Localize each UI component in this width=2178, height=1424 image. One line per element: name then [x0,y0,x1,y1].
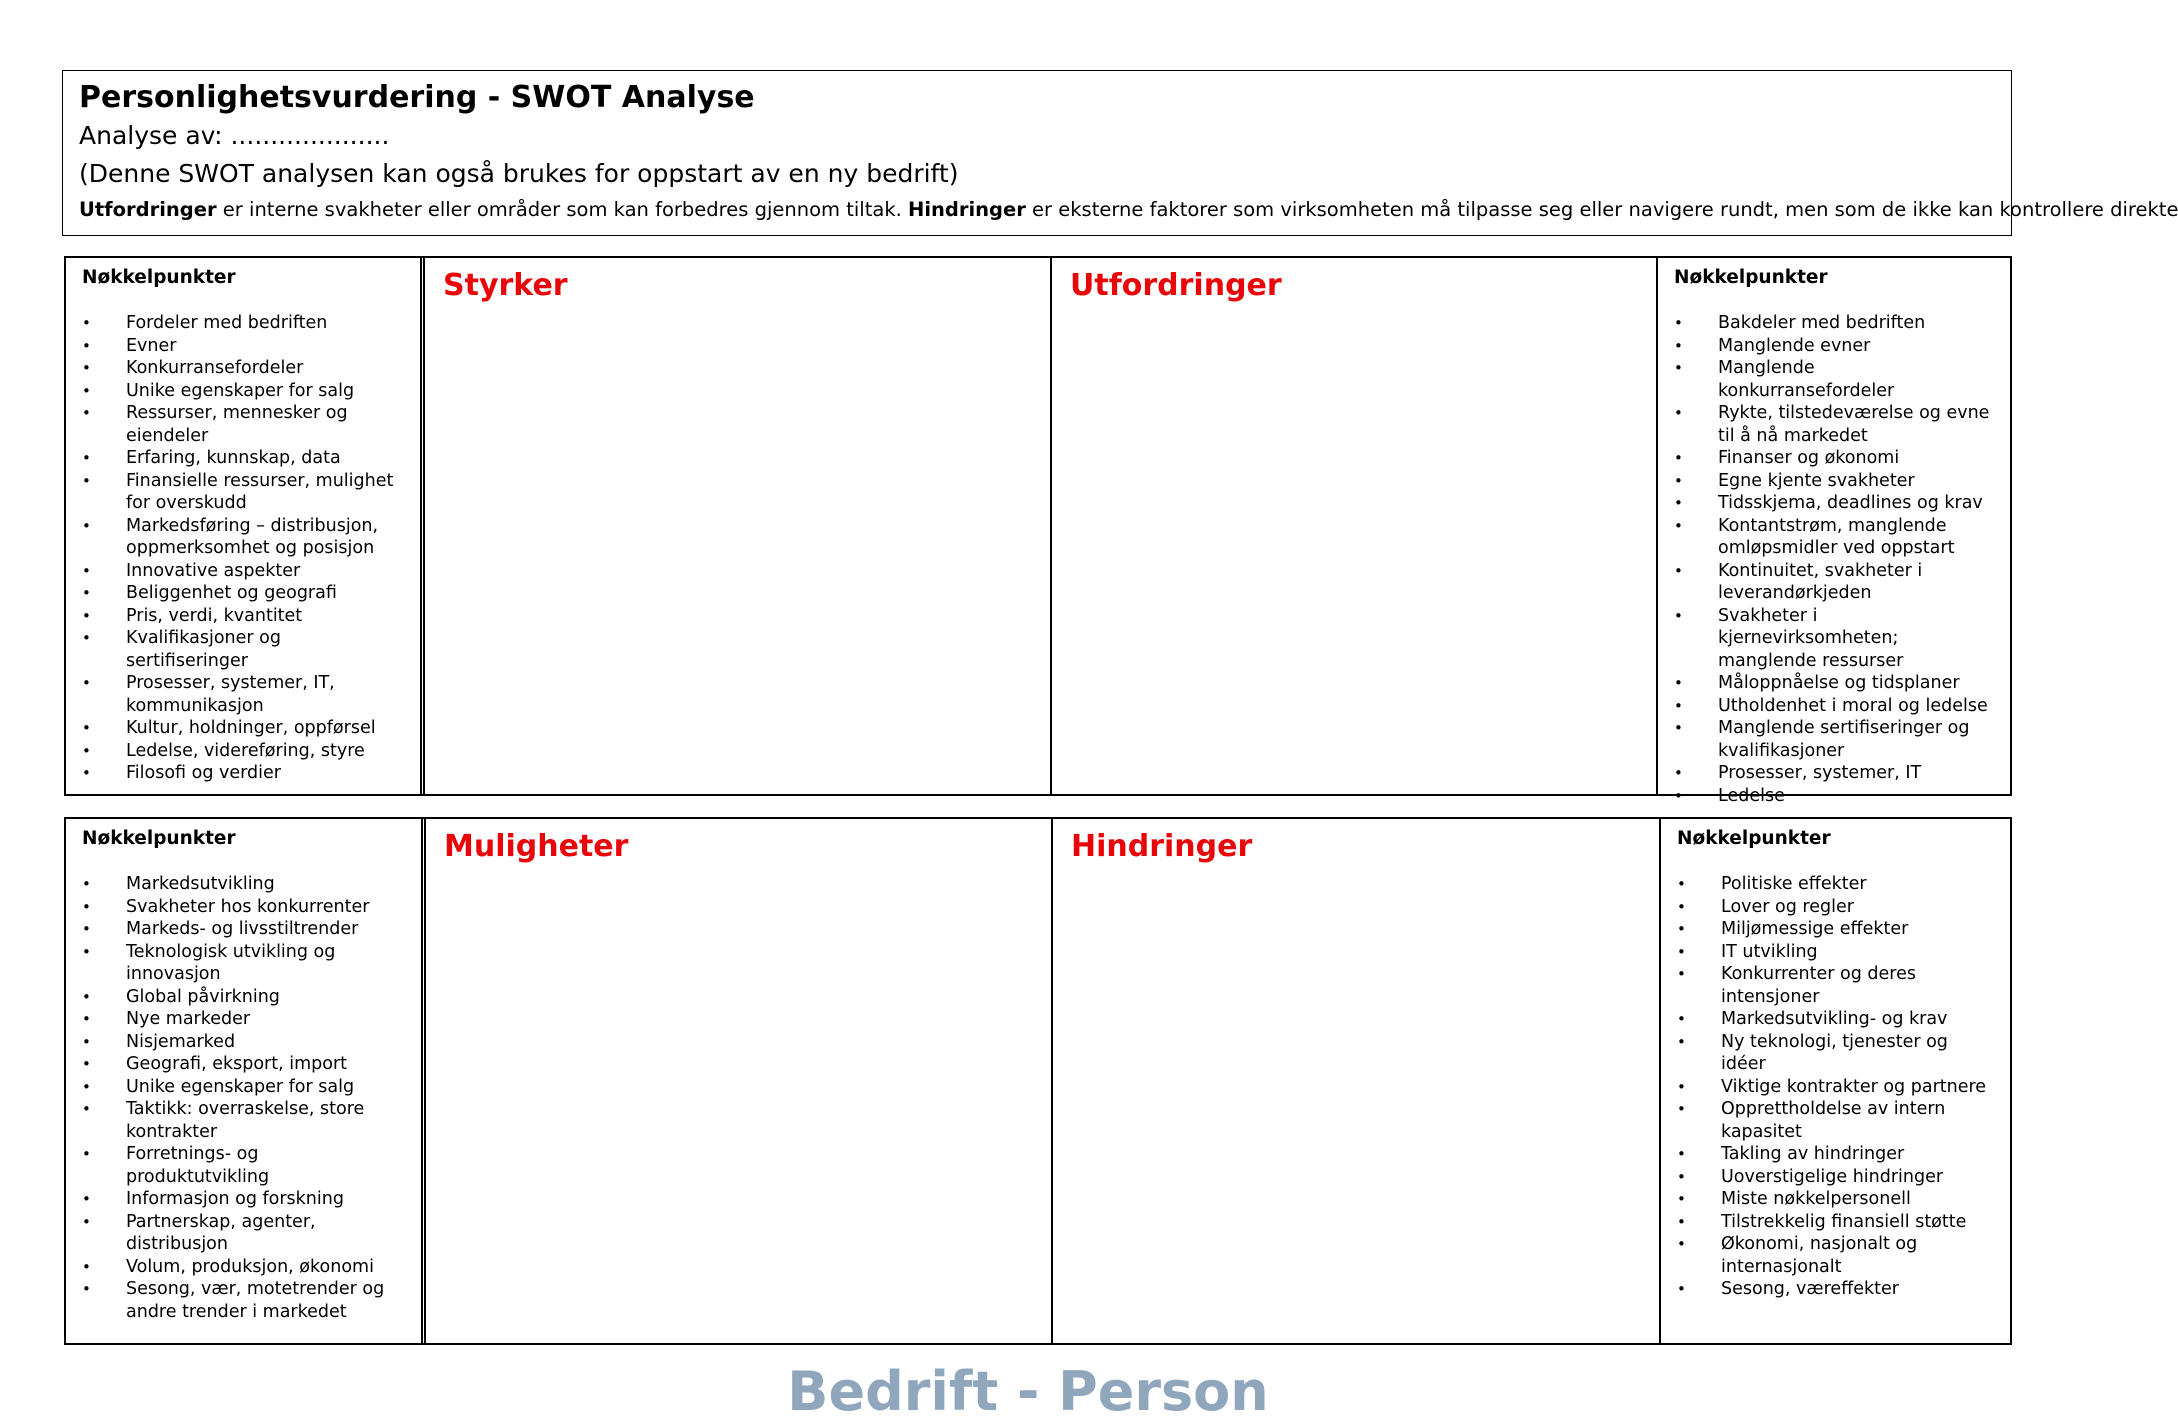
quadrant-utfordringer[interactable] [1052,258,1658,794]
quadrant-styrker[interactable] [425,258,1052,794]
quadrant-title-styrker: Styrker [443,268,568,303]
list-item: • Beliggenhet og geografi [82,582,406,605]
list-item: • Partnerskap, agenter, distribusjon [82,1211,407,1256]
list-item: • Geografi, eksport, import [82,1053,407,1076]
definition-note [79,195,2178,225]
list-item: • Ledelse, videreføring, styre [82,740,406,763]
subtitle: (Denne SWOT analysen kan også brukes for oppstart av en ny bedrift) [79,159,959,188]
list-item: • Lover og regler [1677,896,1996,919]
quadrant-muligheter[interactable] [426,819,1053,1343]
keypoints-list [1674,312,1996,807]
keypoints-heading: Nøkkelpunkter [82,828,236,849]
list-item: • Rykte, tilstedeværelse og evne til å nå markedet [1674,402,1996,447]
list-item: • Manglende konkurransefordeler [1674,357,1996,402]
list-item: • Konkurrenter og deres intensjoner [1677,963,1996,1008]
list-item: • Markedsføring – distribusjon, oppmerksomhet og posisjon [82,515,406,560]
list-item: • Egne kjente svakheter [1674,470,1996,493]
list-item: • IT utvikling [1677,941,1996,964]
list-item: • Markedsutvikling- og krav [1677,1008,1996,1031]
list-item: • Manglende evner [1674,335,1996,358]
list-item: • Kvalifikasjoner og sertifiseringer [82,627,406,672]
list-item: • Opprettholdelse av intern kapasitet [1677,1098,1996,1143]
keypoints-strengths [66,258,425,794]
list-item: • Volum, produksjon, økonomi [82,1256,407,1279]
list-item: • Unike egenskaper for salg [82,380,406,403]
list-item: • Finansielle ressurser, mulighet for overskudd [82,470,406,515]
list-item: • Evner [82,335,406,358]
list-item: • Kontinuitet, svakheter i leverandørkjeden [1674,560,1996,605]
page-title: Personlighetsvurdering - SWOT Analyse [79,80,755,115]
list-item: • Politiske effekter [1677,873,1996,896]
quadrant-hindringer[interactable] [1053,819,1661,1343]
keypoints-threats [1661,819,2010,1343]
list-item: • Økonomi, nasjonalt og internasjonalt [1677,1233,1996,1278]
list-item: • Erfaring, kunnskap, data [82,447,406,470]
keypoints-heading: Nøkkelpunkter [82,267,236,288]
list-item: • Prosesser, systemer, IT [1674,762,1996,785]
list-item: • Manglende sertifiseringer og kvalifikasjoner [1674,717,1996,762]
list-item: • Ny teknologi, tjenester og idéer [1677,1031,1996,1076]
keypoints-list [82,312,406,785]
list-item: • Unike egenskaper for salg [82,1076,407,1099]
list-item: • Utholdenhet i moral og ledelse [1674,695,1996,718]
list-item: • Takling av hindringer [1677,1143,1996,1166]
list-item: • Sesong, vær, motetrender og andre trender i markedet [82,1278,407,1323]
quadrant-title-utfordringer: Utfordringer [1070,268,1282,303]
list-item: • Sesong, væreffekter [1677,1278,1996,1301]
list-item: • Pris, verdi, kvantitet [82,605,406,628]
list-item: • Innovative aspekter [82,560,406,583]
list-item: • Tilstrekkelig finansiell støtte [1677,1211,1996,1234]
keypoints-heading: Nøkkelpunkter [1677,828,1831,849]
list-item: • Svakheter hos konkurrenter [82,896,407,919]
list-item: • Uoverstigelige hindringer [1677,1166,1996,1189]
list-item: • Informasjon og forskning [82,1188,407,1211]
keypoints-heading: Nøkkelpunkter [1674,267,1828,288]
list-item: • Konkurransefordeler [82,357,406,380]
analysed-by: Analyse av: .................... [79,121,390,150]
list-item: • Markeds- og livsstiltrender [82,918,407,941]
quadrant-title-muligheter: Muligheter [444,829,629,864]
list-item: • Bakdeler med bedriften [1674,312,1996,335]
list-item: • Nye markeder [82,1008,407,1031]
list-item: • Prosesser, systemer, IT, kommunikasjon [82,672,406,717]
quadrant-title-hindringer: Hindringer [1071,829,1253,864]
term-hindringer: Hindringer [908,198,1026,221]
keypoints-opportunities [66,819,426,1343]
note-text-2: er eksterne faktorer som virksomheten må tilpasse seg eller navigere rundt, men som de ikke kan kontrollere direkte [1025,198,2178,221]
keypoints-weaknesses [1658,258,2010,806]
list-item: • Markedsutvikling [82,873,407,896]
list-item: • Svakheter i kjernevirksomheten; manglende ressurser [1674,605,1996,673]
list-item: • Taktikk: overraskelse, store kontrakter [82,1098,407,1143]
list-item: • Viktige kontrakter og partnere [1677,1076,1996,1099]
list-item: • Finanser og økonomi [1674,447,1996,470]
note-text-1: er interne svakheter eller områder som kan forbedres gjennom tiltak. [216,198,909,221]
list-item: • Miljømessige effekter [1677,918,1996,941]
footer-title: Bedrift - Person [787,1360,1269,1423]
list-item: • Kontantstrøm, manglende omløpsmidler ved oppstart [1674,515,1996,560]
list-item: • Kultur, holdninger, oppførsel [82,717,406,740]
list-item: • Ressurser, mennesker og eiendeler [82,402,406,447]
swot-row-internal [64,256,2012,806]
term-utfordringer: Utfordringer [79,198,217,221]
keypoints-list [1677,873,1996,1301]
list-item: • Tidsskjema, deadlines og krav [1674,492,1996,515]
swot-row-external [64,817,2012,1345]
header-box [62,70,2178,236]
list-item: • Ledelse [1674,785,1996,808]
keypoints-list [82,873,407,1323]
list-item: • Fordeler med bedriften [82,312,406,335]
list-item: • Filosofi og verdier [82,762,406,785]
list-item: • Global påvirkning [82,986,407,1009]
list-item: • Forretnings- og produktutvikling [82,1143,407,1188]
list-item: • Teknologisk utvikling og innovasjon [82,941,407,986]
list-item: • Miste nøkkelpersonell [1677,1188,1996,1211]
list-item: • Måloppnåelse og tidsplaner [1674,672,1996,695]
list-item: • Nisjemarked [82,1031,407,1054]
